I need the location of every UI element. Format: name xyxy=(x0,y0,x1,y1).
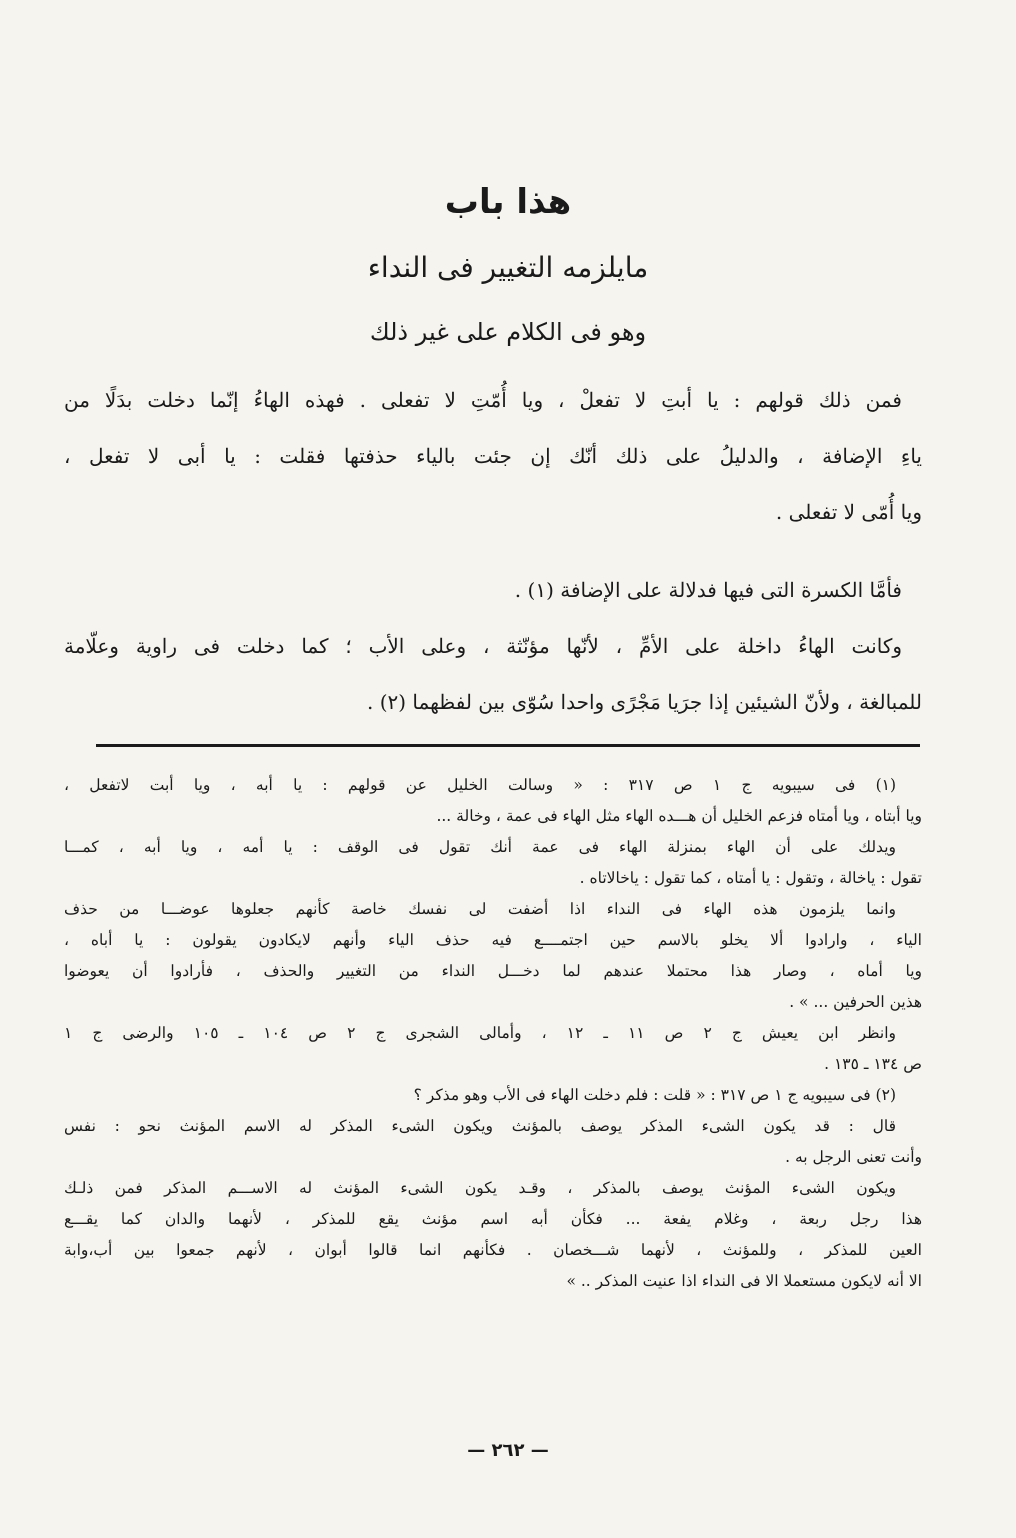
footnote-line: هذا رجل ربعة ، وغلام يفعة ... فكأن أبه اسم مؤنث يقع للمذكر ، لأنهما والدان كما يقـــع xyxy=(64,1210,922,1228)
footnote-line: تقول : ياخالة ، وتقول : يا أمتاه ، كما تقول : ياخالاتاه . xyxy=(579,869,922,887)
text-line: ياءِ الإضافة ، والدليلُ على ذلك أنّك إن جئت بالياء حذفتها فقلت : يا أبى لا تفعل ، xyxy=(64,444,922,468)
footnote-line: الياء ، وارادوا ألا يخلو بالاسم حين اجتمــــع فيه حذف الياء وأنهم لايكادون يقولون : يا أباه ، xyxy=(64,931,922,949)
footnote-line: (٢) فى سيبويه ج ١ ص ٣١٧ : « قلت : فلم دخلت الهاء فى الأب وهو مذكر ؟ xyxy=(413,1086,896,1104)
text-line: فأمَّا الكسرة التى فيها فدلالة على الإضافة (١) . xyxy=(514,578,902,602)
footnote-separator xyxy=(96,744,920,747)
footnote-line: ويا أماه ، وصار هذا محتملا عندهم لما دخـــل النداء من التغيير والحذف ، فأرادوا أن يعوضوا xyxy=(64,962,922,980)
text-line: وكانت الهاءُ داخلة على الأمِّ ، لأنّها مؤنّثة ، وعلى الأب ؛ كما دخلت فى راوية وعلّامة xyxy=(64,634,902,658)
footnote-line: وأنت تعنى الرجل به . xyxy=(785,1148,922,1166)
chapter-heading: هذا باب xyxy=(444,182,572,222)
main-text xyxy=(64,372,922,730)
footnote-line: قال : قد يكون الشىء المذكر يوصف بالمؤنث ويكون الشىء المذكر له الاسم المؤنث نحو : نفس xyxy=(64,1117,896,1135)
paragraph-1 xyxy=(64,372,922,540)
footnote-line: (١) فى سيبويه ج ١ ص ٣١٧ : « وسالت الخليل عن قولهم : يا أبه ، ويا أبت لاتفعل ، xyxy=(64,776,897,794)
paragraph-2 xyxy=(64,562,922,618)
footnote-line: وانظر ابن يعيش ج ٢ ص ١١ ـ ١٢ ، وأمالى الشجرى ج ٢ ص ١٠٤ ـ ١٠٥ والرضى ج ١ xyxy=(64,1024,896,1042)
page-number: — ٢٦٢ — xyxy=(467,1440,549,1461)
footnote-line: ص ١٣٤ ـ ١٣٥ . xyxy=(824,1055,922,1073)
footnote-line: هذين الحرفين ... » . xyxy=(789,993,922,1011)
footnotes xyxy=(64,770,922,1297)
footnote-line: ويا أبتاه ، ويا أمتاه فزعم الخليل أن هـــده الهاء مثل الهاء فى عمة ، وخالة ... xyxy=(436,807,922,825)
footnote-line: العين للمذكر ، وللمؤنث ، لأنهما شـــخصان . فكأنهم انما قالوا أبوان ، لأنهم جمعوا بين أب،وابة xyxy=(64,1241,922,1259)
paragraph-3 xyxy=(64,618,922,730)
chapter-subtitle-2: وهو فى الكلام على غير ذلك xyxy=(369,318,647,346)
text-line: ويا أُمّى لا تفعلى . xyxy=(775,500,922,524)
footnote-line: وانما يلزمون هذه الهاء فى النداء اذا أضفت لى نفسك خاصة كأنهم جعلوها عوضـــا من حذف xyxy=(64,900,896,918)
chapter-subtitle: مايلزمه التغيير فى النداء xyxy=(367,251,649,284)
text-line: فمن ذلك قولهم : يا أبتِ لا تفعلْ ، ويا أُمّتِ لا تفعلى . فهذه الهاءُ إنّما دخلت بدَلًا من xyxy=(64,388,902,412)
footnote-line: ويكون الشىء المؤنث يوصف بالمذكر ، وقـد يكون الشىء المؤنث له الاســـم المذكر فمن ذلـك xyxy=(64,1179,896,1197)
text-line: للمبالغة ، ولأنّ الشيئين إذا جرَيا مَجْرًى واحدا سُوّى بين لفظهما (٢) . xyxy=(366,690,922,714)
footnote-line: ويدلك على أن الهاء بمنزلة الهاء فى عمة أنك تقول فى الوقف : يا أمه ، ويا أبه ، كمـــا xyxy=(64,838,896,856)
footnote-line: الا أنه لايكون مستعملا الا فى النداء اذا عنيت المذكر .. » xyxy=(566,1272,922,1290)
